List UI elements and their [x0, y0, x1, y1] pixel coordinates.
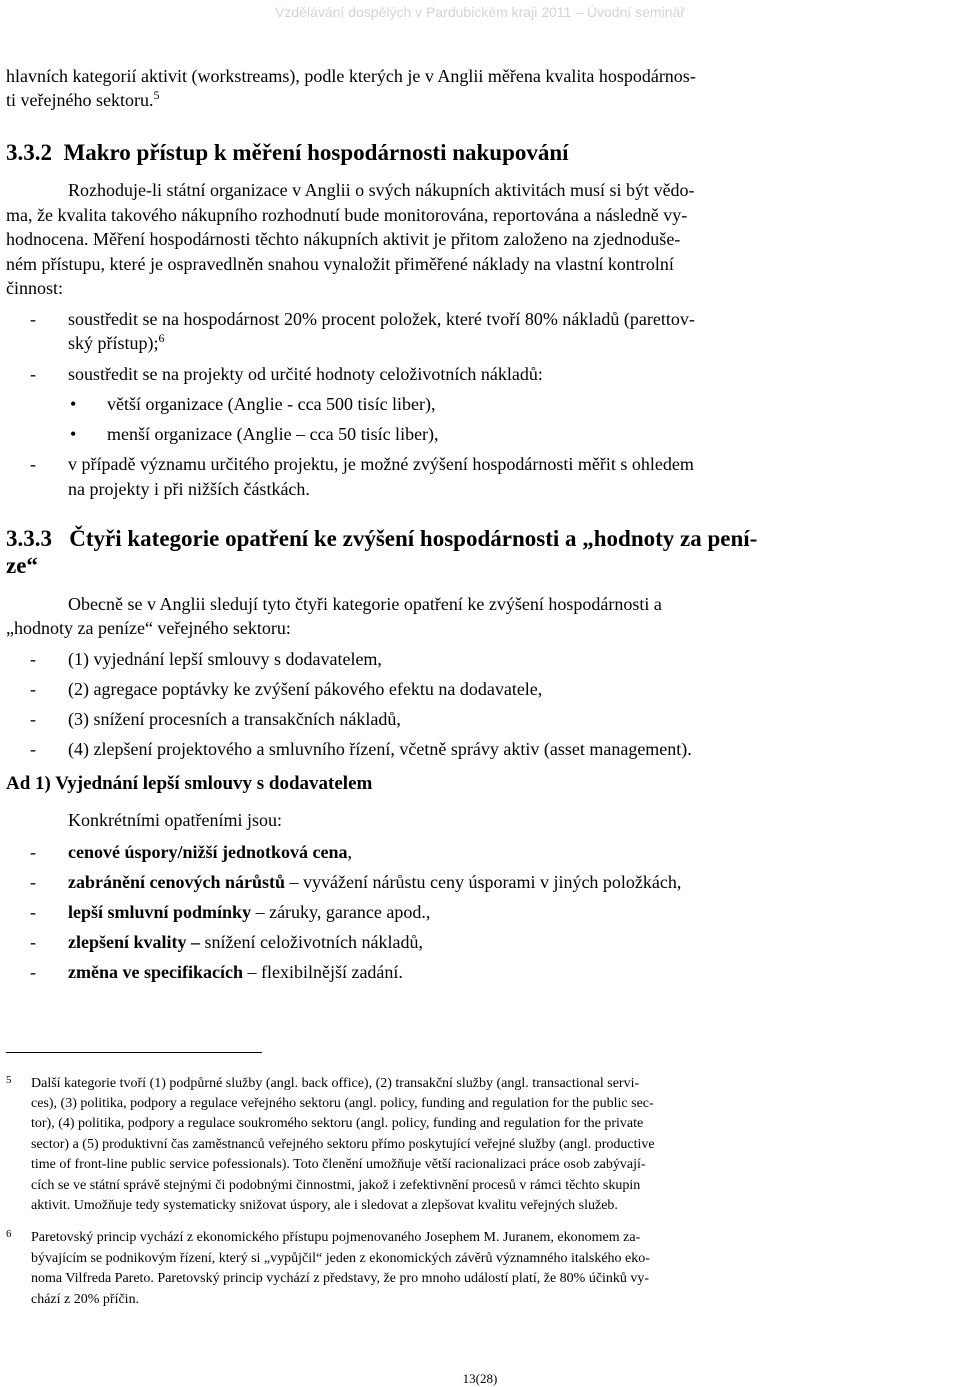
list-dash: -	[30, 454, 36, 474]
list-dash: -	[30, 962, 36, 982]
list-dash: -	[30, 932, 36, 952]
bullet-item-1: větší organizace (Anglie - cca 500 tisíc liber),	[107, 394, 436, 414]
footnote-ref-6[interactable]: 6	[158, 331, 165, 345]
bullet-marker: •	[70, 424, 77, 444]
category-item-4: (4) zlepšení projektového a smluvního řízení, včetně správy aktiv (asset management).	[68, 739, 692, 759]
intro-line-2-text: ti veřejného sektoru.	[6, 90, 154, 110]
list-dash: -	[30, 364, 36, 384]
list-dash: -	[30, 842, 36, 862]
list-item-3-line-1: v případě významu určitého projektu, je možné zvýšení hospodárnosti měřit s ohledem	[68, 454, 694, 474]
bullet-item-2: menší organizace (Anglie – cca 50 tisíc liber),	[107, 424, 439, 444]
footnote-5-line-1: Další kategorie tvoří (1) podpůrné služby (angl. back office), (2) transakční služby (angl. transactional servi-	[31, 1076, 640, 1091]
section-333-title-line-1: Čtyři kategorie opatření ke zvýšení hospodárnosti a „hodnoty za pení-	[69, 526, 758, 551]
ad1-intro: Konkrétními opatřeními jsou:	[68, 810, 282, 830]
list-dash: -	[30, 679, 36, 699]
measure-item-2-rest: – vyvážení nárůstu ceny úsporami v jiných položkách,	[285, 872, 682, 892]
para-333-line-2: „hodnoty za peníze“ veřejného sektoru:	[6, 618, 291, 638]
measure-item-4-bold: zlepšení kvality –	[68, 932, 201, 952]
measure-item-2	[68, 872, 681, 893]
para-332-line-1: Rozhoduje-li státní organizace v Anglii o svých nákupních aktivitách musí si být vědo-	[68, 180, 695, 200]
footnote-5-line-2: ces), (3) politika, podpory a regulace veřejného sektoru (angl. policy, funding and regulation for the public sec-	[31, 1096, 654, 1111]
ad1-heading: Ad 1) Vyjednání lepší smlouvy s dodavatelem	[6, 773, 373, 794]
para-332-line-3: hodnocena. Měření hospodárnosti těchto nákupních aktivit je přitom založeno na zjednoduše-	[6, 229, 681, 249]
section-332-heading	[6, 140, 569, 166]
list-dash: -	[30, 309, 36, 329]
list-dash: -	[30, 872, 36, 892]
category-item-1: (1) vyjednání lepší smlouvy s dodavatelem,	[68, 649, 382, 669]
footnote-5-line-7: aktivit. Umožňuje tedy systematicky snižovat úspory, ale i sledovat a zlepšovat kvalitu veřejných služeb.	[31, 1198, 618, 1213]
footnote-5-number: 5	[6, 1074, 12, 1086]
section-332-number: 3.3.2	[6, 140, 52, 165]
list-dash: -	[30, 649, 36, 669]
footnote-5-line-5: time of front-line public service pofessionals). Toto členění umožňuje větší racionalizaci práce osob zabývají-	[31, 1157, 646, 1172]
page-header: Vzdělávání dospělých v Pardubickém kraji 2011 – Úvodní seminář	[275, 4, 685, 20]
section-333-number: 3.3.3	[6, 526, 52, 551]
list-item-2: soustředit se na projekty od určité hodnoty celoživotních nákladů:	[68, 364, 543, 384]
list-dash: -	[30, 709, 36, 729]
category-item-3: (3) snížení procesních a transakčních nákladů,	[68, 709, 401, 729]
para-332-line-5: činnost:	[6, 278, 63, 298]
measure-item-5	[68, 962, 403, 983]
section-332-title: Makro přístup k měření hospodárnosti nakupování	[63, 140, 569, 165]
section-333-heading	[6, 526, 757, 552]
section-333-title-line-2: ze“	[6, 553, 38, 578]
measure-item-1	[68, 842, 352, 863]
para-332-line-2: ma, že kvalita takového nákupního rozhodnutí bude monitorována, reportována a následně vy-	[6, 205, 688, 225]
footnote-6-line-2: bývajícím se podnikovým řízení, který si „vypůjčil“ jeden z ekonomických závěrů významného italského eko-	[31, 1251, 650, 1266]
category-item-2: (2) agregace poptávky ke zvýšení pákového efektu na dodavatele,	[68, 679, 543, 699]
footnote-6-number: 6	[6, 1228, 12, 1240]
para-333-line-1: Obecně se v Anglii sledují tyto čtyři kategorie opatření ke zvýšení hospodárnosti a	[68, 594, 662, 614]
list-item-1-line-2	[68, 333, 165, 354]
measure-item-5-rest: – flexibilnější zadání.	[242, 962, 403, 982]
page-number: 13(28)	[462, 1371, 498, 1386]
intro-line-2	[6, 90, 159, 111]
footnote-6-line-4: chází z 20% příčin.	[31, 1292, 140, 1307]
measure-item-4	[68, 932, 423, 953]
footnote-5-line-6: cích se ve státní správě stejnými či podobnými činnostmi, jakož i zefektivnění procesů v rámci těchto skupin	[31, 1178, 641, 1193]
list-item-3-line-2: na projekty i při nižších částkách.	[68, 479, 310, 499]
list-dash: -	[30, 739, 36, 759]
measure-item-3-bold: lepší smluvní podmínky	[68, 902, 252, 922]
list-item-1-line-2-text: ský přístup);	[68, 333, 159, 353]
measure-item-3	[68, 902, 430, 923]
measure-item-3-rest: – záruky, garance apod.,	[251, 902, 431, 922]
list-item-1-line-1: soustředit se na hospodárnost 20% procent položek, které tvoří 80% nákladů (parettov-	[68, 309, 695, 329]
footnote-5-line-4: sector) a (5) produktivní čas zaměstnanců veřejného sektoru přímo poskytující veřejné služby (angl. productive	[31, 1137, 655, 1152]
bullet-marker: •	[70, 394, 77, 414]
footnote-ref-5[interactable]: 5	[153, 88, 160, 102]
list-dash: -	[30, 902, 36, 922]
measure-item-1-bold: cenové úspory/nižší jednotková cena	[68, 842, 348, 862]
para-332-line-4: ném přístupu, které je ospravedlněn snahou vynaložit přiměřené náklady na vlastní kontrolní	[6, 254, 674, 274]
intro-line-1: hlavních kategorií aktivit (workstreams), podle kterých je v Anglii měřena kvalita hospodárnos-	[6, 66, 696, 86]
footnote-6-line-1: Paretovský princip vychází z ekonomického přístupu pojmenovaného Josephem M. Juranem, ekonomem za-	[31, 1230, 641, 1245]
measure-item-4-rest: snížení celoživotních nákladů,	[200, 932, 423, 952]
footnote-6-line-3: noma Vilfreda Pareto. Paretovský princip vychází z představy, že pro mnoho událostí platí, že 80% účinků vy-	[31, 1271, 650, 1286]
footnote-separator	[6, 1052, 262, 1053]
measure-item-5-bold: změna ve specifikacích	[68, 962, 243, 982]
measure-item-1-rest: ,	[347, 842, 353, 862]
measure-item-2-bold: zabránění cenových nárůstů	[68, 872, 286, 892]
footnote-5-line-3: tor), (4) politika, podpory a regulace soukromého sektoru (angl. policy, funding and regulation for the private	[31, 1116, 644, 1131]
